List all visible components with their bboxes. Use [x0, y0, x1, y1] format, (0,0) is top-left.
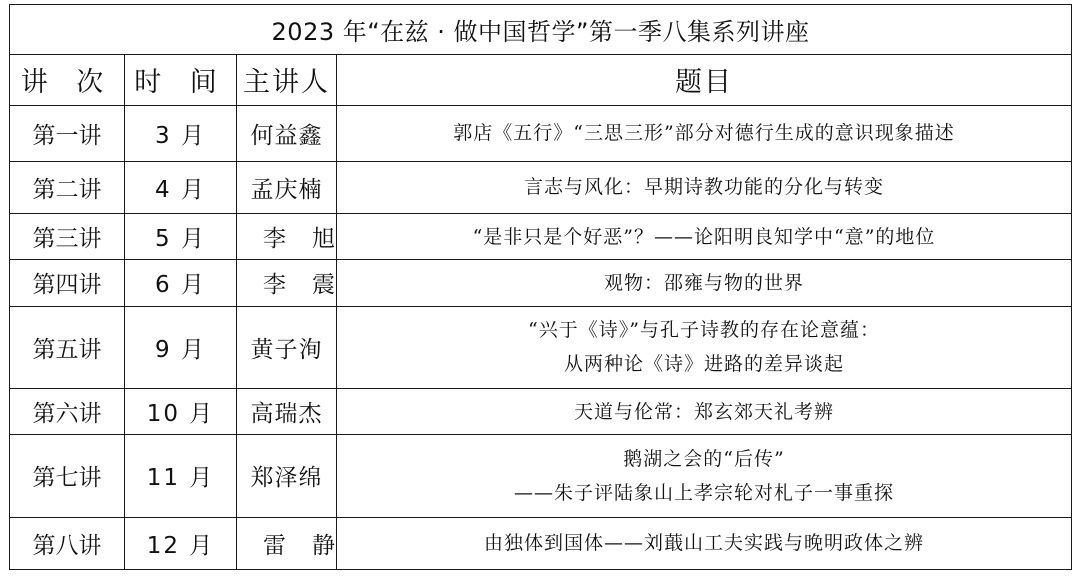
lecture-schedule-table [9, 4, 1072, 570]
lecture-number: 第五讲 [10, 306, 125, 388]
lecture-topic [337, 260, 1072, 306]
lecture-speaker: 李旭 [237, 214, 337, 260]
lecture-topic-line: 从两种论《诗》进路的差异谈起 [564, 353, 845, 376]
title-row [10, 5, 1072, 55]
table-row [10, 105, 1072, 161]
lecture-month: 4 月 [125, 161, 237, 213]
lecture-topic [337, 517, 1072, 569]
table-row [10, 435, 1072, 517]
lecture-number: 第七讲 [10, 435, 125, 517]
lecture-topic-line: 由独体到国体——刘蕺山工夫实践与晚明政体之辨 [484, 532, 925, 555]
lecture-speaker: 雷静 [237, 517, 337, 569]
lecture-speaker: 郑泽绵 [237, 435, 337, 517]
lecture-topic-line: 言志与风化：早期诗教功能的分化与转变 [524, 176, 885, 199]
header-speaker: 主讲人 [237, 55, 337, 105]
lecture-speaker: 黄子洵 [237, 306, 337, 388]
lecture-topic [337, 105, 1072, 161]
table-row [10, 389, 1072, 435]
lecture-topic-line: “是非只是个好恶”？——论阳明良知学中“意”的地位 [472, 225, 936, 248]
lecture-number: 第三讲 [10, 214, 125, 260]
lecture-number: 第八讲 [10, 517, 125, 569]
lecture-topic-line: 天道与伦常：郑玄郊天礼考辨 [574, 400, 835, 423]
table-row [10, 260, 1072, 306]
header-row [10, 55, 1072, 105]
lecture-topic-line: ——朱子评陆象山上孝宗轮对札子一事重探 [514, 481, 895, 504]
header-topic: 题目 [337, 55, 1072, 105]
table-row [10, 214, 1072, 260]
lecture-speaker: 孟庆楠 [237, 161, 337, 213]
table-row [10, 161, 1072, 213]
lecture-month: 3 月 [125, 105, 237, 161]
lecture-topic-line: “兴于《诗》”与孔子诗教的存在论意蕴： [528, 319, 880, 342]
lecture-month: 5 月 [125, 214, 237, 260]
lecture-topic [337, 306, 1072, 388]
lecture-number: 第一讲 [10, 105, 125, 161]
lecture-speaker: 高瑞杰 [237, 389, 337, 435]
lecture-topic-line: 观物：邵雍与物的世界 [604, 271, 805, 294]
lecture-number: 第六讲 [10, 389, 125, 435]
lecture-topic [337, 214, 1072, 260]
lecture-topic-line: 鹅湖之会的“后传” [623, 447, 785, 470]
lecture-number: 第四讲 [10, 260, 125, 306]
table-row [10, 306, 1072, 388]
header-time: 时 间 [125, 55, 237, 105]
table-title: 2023 年“在兹 · 做中国哲学”第一季八集系列讲座 [10, 5, 1072, 55]
lecture-month: 11 月 [125, 435, 237, 517]
lecture-number: 第二讲 [10, 161, 125, 213]
lecture-topic [337, 435, 1072, 517]
lecture-speaker: 李震 [237, 260, 337, 306]
lecture-speaker: 何益鑫 [237, 105, 337, 161]
lecture-month: 10 月 [125, 389, 237, 435]
lecture-topic-line: 郭店《五行》“三思三形”部分对德行生成的意识现象描述 [453, 122, 955, 145]
lecture-month: 6 月 [125, 260, 237, 306]
lecture-month: 9 月 [125, 306, 237, 388]
lecture-topic [337, 389, 1072, 435]
lecture-topic [337, 161, 1072, 213]
lecture-month: 12 月 [125, 517, 237, 569]
header-lecture: 讲 次 [10, 55, 125, 105]
table-row [10, 517, 1072, 569]
